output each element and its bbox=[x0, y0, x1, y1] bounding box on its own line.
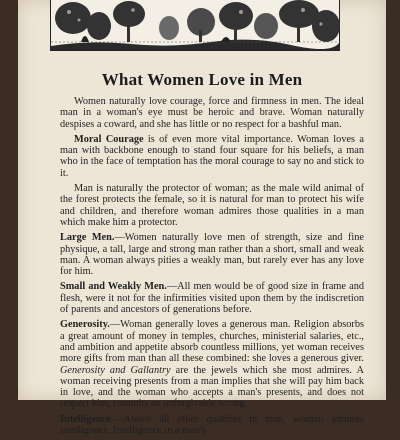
small-men-text: —All men would be of good size in frame and flesh, were it not for the infirmities visited upon them by the indiscretion of parents and ancestors of generations before. bbox=[60, 281, 364, 316]
large-men-text: —Women naturally love men of strength, size and fine physique, a tall, large and strong man rather than a short, small and weak man. A woman always pities a weakly man, but rarely ever has any love for him. bbox=[60, 232, 364, 278]
moral-courage-heading: Moral Courage bbox=[74, 133, 144, 145]
intelligence-paragraph bbox=[60, 414, 364, 437]
book-page bbox=[18, 0, 386, 437]
moral-courage-text: is of even more vital importance. Woman loves a man with backbone enough to stand four square for his beliefs, a man who in the face of temptation has the moral courage to say no and stick to it. bbox=[60, 133, 364, 179]
generosity-italic-phrase: Generosity and Gallantry bbox=[60, 364, 171, 376]
small-men-paragraph bbox=[60, 281, 364, 315]
moral-courage-paragraph bbox=[60, 134, 364, 179]
generosity-text-b: are the jewels which she most admires. A woman receiving presents from a man implies that she will pay him back in love, and the woman who accepts a man's presents, and does not respect him, commits an unforgivable wrong. bbox=[60, 364, 364, 410]
generosity-heading: Generosity. bbox=[60, 319, 110, 331]
trees-engraving-image bbox=[51, 0, 339, 50]
protector-paragraph: Man is naturally the protector of woman; as the male wild animal of the forest protects the female, so it is natural for man to protect his wife and children, and therefore woman admires those qualities in a man which make him a protector. bbox=[60, 183, 364, 228]
landscape-illustration bbox=[50, 0, 340, 51]
small-men-heading: Small and Weakly Men. bbox=[60, 281, 167, 293]
large-men-paragraph bbox=[60, 232, 364, 277]
generosity-text-a: —Woman generally loves a generous man. Religion absorbs a great amount of money in temples, churches, ministerial salaries, etc., and ambition and appetite absorb countless millions, yet woman receives more gifts from man than all these combined: she loves a generous giver. bbox=[60, 319, 364, 365]
intro-paragraph: Women naturally love courage, force and firmness in men. The ideal man in a woman's eye must be heroic and brave. Woman naturally despises a coward, and she has little or no respect for a bashful man. bbox=[60, 96, 364, 130]
page-title: What Women Love in Men bbox=[101, 70, 303, 89]
large-men-heading: Large Men. bbox=[60, 232, 115, 244]
article-body bbox=[60, 96, 364, 440]
generosity-paragraph bbox=[60, 319, 364, 409]
intelligence-text: —Above all other qualities in man, woman admires intelligence. Intelligence in a man's bbox=[60, 413, 364, 437]
intelligence-heading: Intelligence. bbox=[60, 413, 114, 425]
